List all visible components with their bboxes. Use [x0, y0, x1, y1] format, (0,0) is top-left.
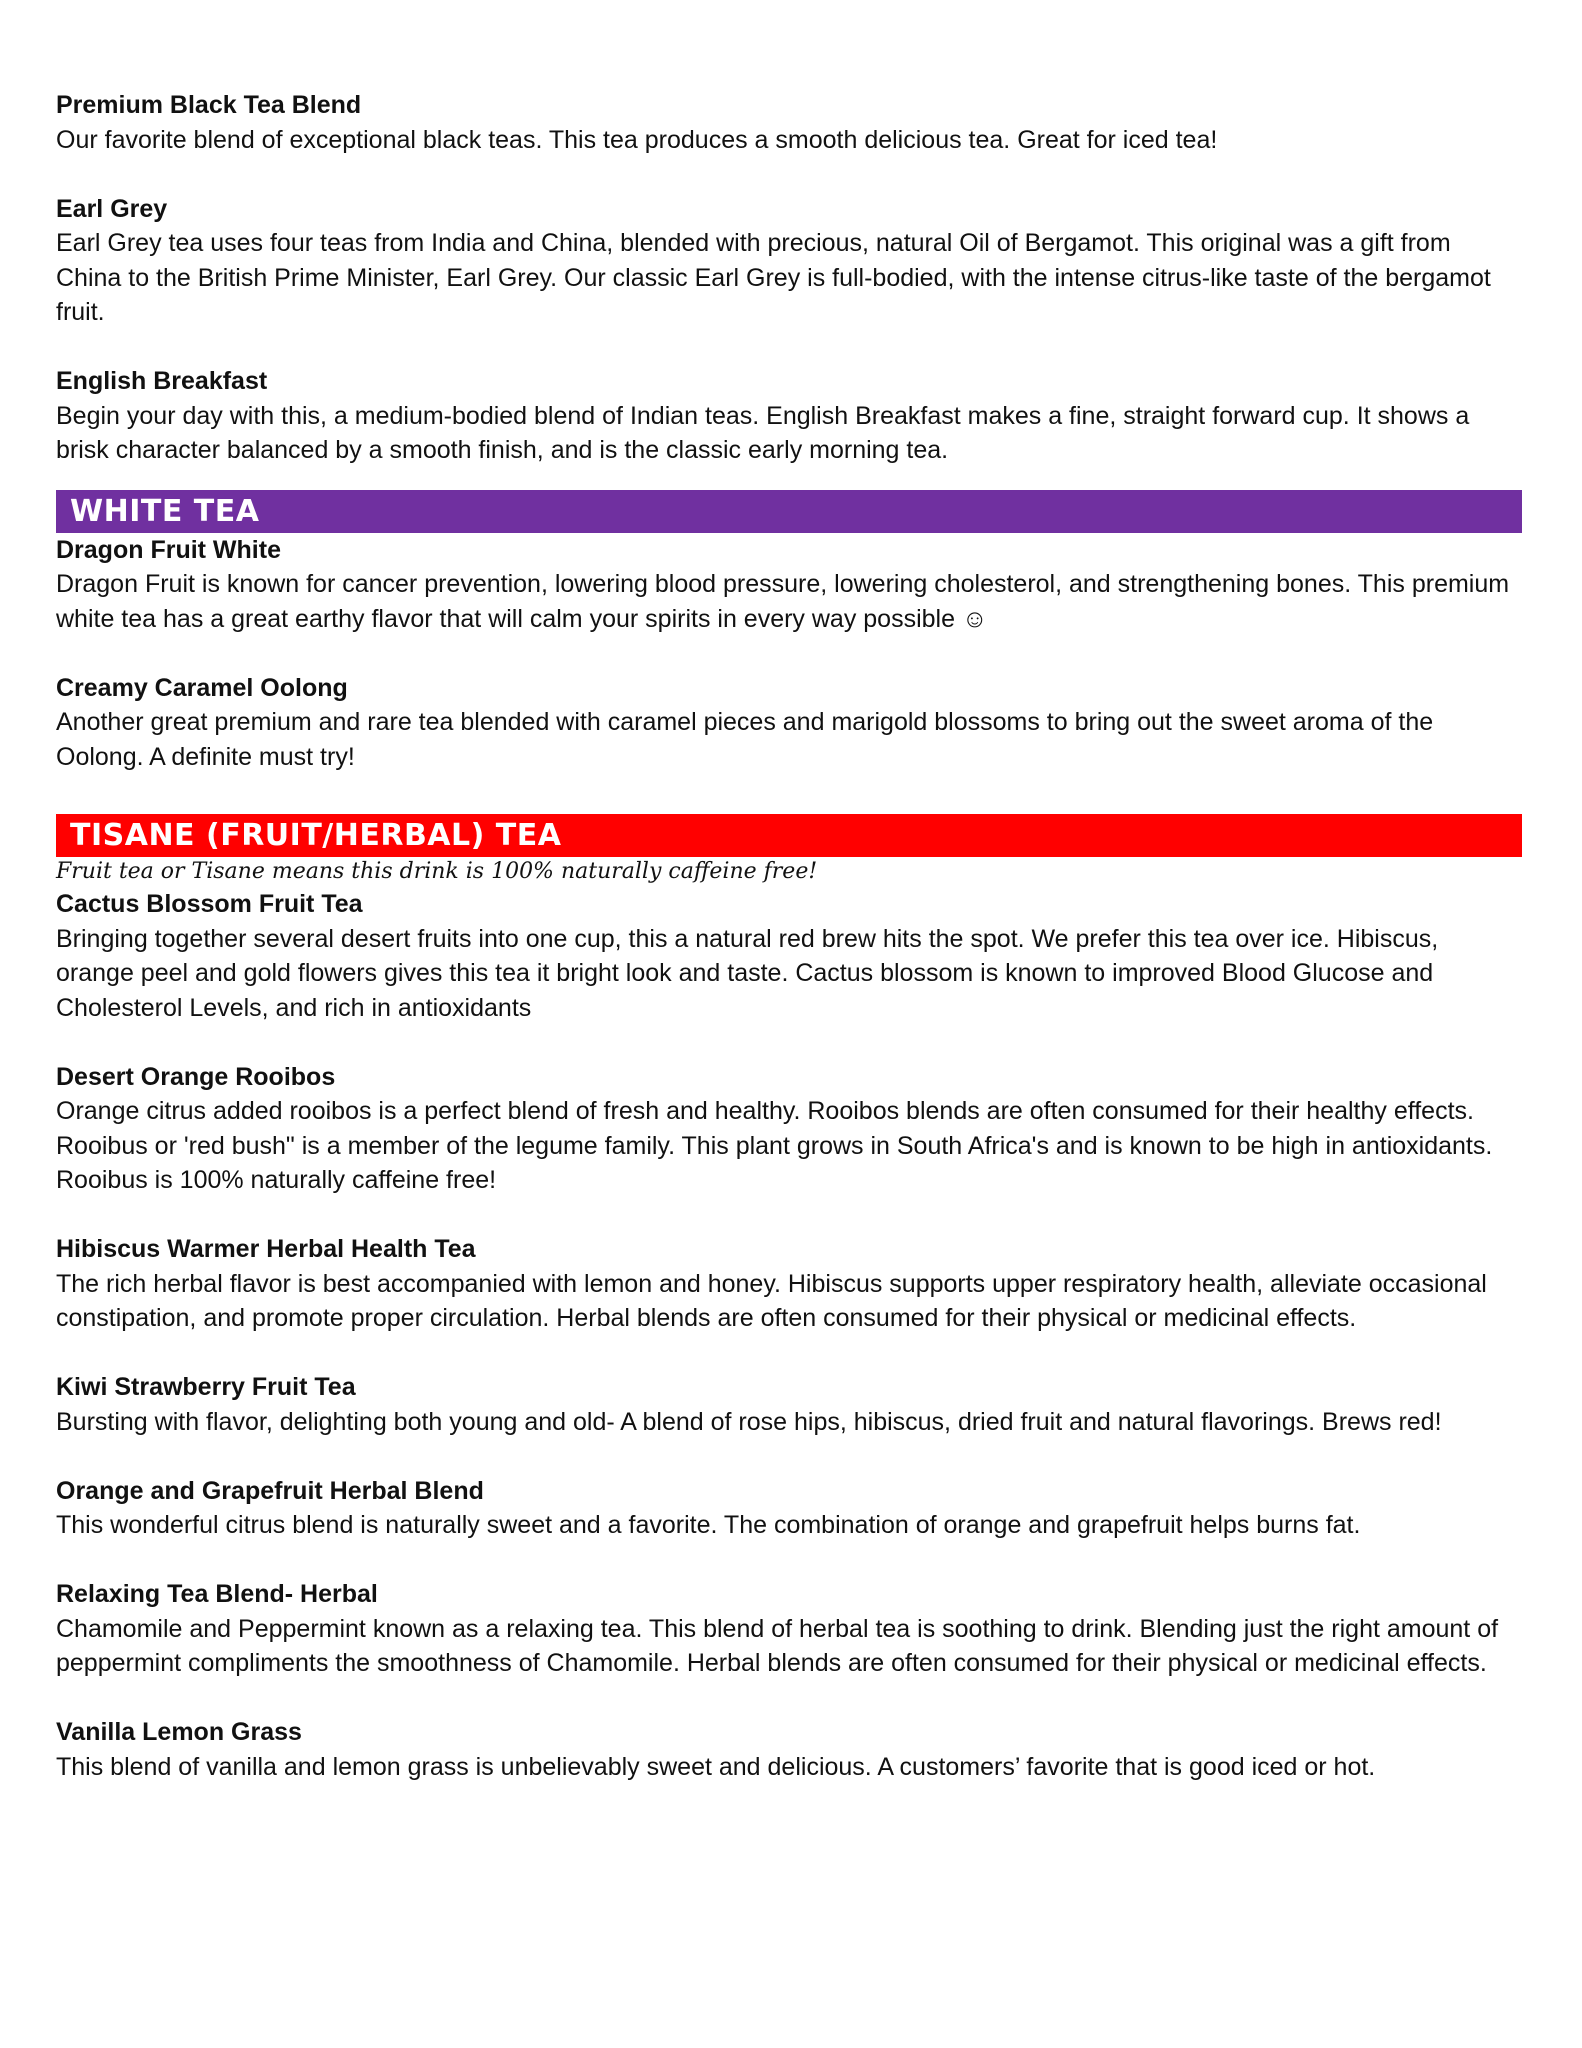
- tea-title: Dragon Fruit White: [56, 535, 281, 564]
- tea-entry-vanilla-lemon-grass: [56, 1715, 1522, 1784]
- tea-description: Begin your day with this, a medium-bodied blend of Indian teas. English Breakfast makes a fine, straight forward cup. It shows a brisk character balanced by a smooth finish, and is the classic early morning tea.: [56, 401, 1470, 464]
- tea-description: Bursting with flavor, delighting both young and old- A blend of rose hips, hibiscus, dried fruit and natural flavorings. Brews red!: [56, 1407, 1442, 1436]
- tea-description: Another great premium and rare tea blended with caramel pieces and marigold blossoms to bring out the sweet aroma of the Oolong. A definite must try!: [56, 708, 1434, 771]
- tea-description: Bringing together several desert fruits into one cup, this a natural red brew hits the spot. We prefer this tea over ice. Hibiscus, orange peel and gold flowers gives this tea it bright look and taste. Cactus blossom is known to improved Blood Glucose and Cholesterol Levels, and rich in antioxidants: [56, 924, 1439, 1022]
- tea-title: Premium Black Tea Blend: [56, 91, 362, 119]
- tea-title: Relaxing Tea Blend- Herbal: [56, 1580, 378, 1608]
- tea-description: Chamomile and Peppermint known as a relaxing tea. This blend of herbal tea is soothing to drink. Blending just the right amount of peppermint compliments the smoothness of Chamomile. Herbal blends are often consumed for their physical or medicinal effects.: [56, 1614, 1499, 1677]
- tea-description: Dragon Fruit is known for cancer prevention, lowering blood pressure, lowering cholesterol, and strengthening bones. This premium white tea has a great earthy flavor that will calm your spirits in every way possible ☺: [56, 570, 1510, 633]
- tea-menu-page: [56, 88, 1522, 1819]
- caffeine-free-note: Fruit tea or Tisane means this drink is 100% naturally caffeine free!: [56, 859, 818, 884]
- tea-title: Cactus Blossom Fruit Tea: [56, 890, 363, 918]
- tea-entry-premium-black: [56, 88, 1522, 157]
- tea-description: Our favorite blend of exceptional black teas. This tea produces a smooth delicious tea. Great for iced tea!: [56, 125, 1218, 154]
- tea-description: This blend of vanilla and lemon grass is unbelievably sweet and delicious. A customers’ favorite that is good iced or hot.: [56, 1752, 1376, 1781]
- tea-title: Hibiscus Warmer Herbal Health Tea: [56, 1235, 476, 1263]
- tea-description: Earl Grey tea uses four teas from India and China, blended with precious, natural Oil of Bergamot. This original was a gift from China to the British Prime Minister, Earl Grey. Our classic Earl Grey is full-bodied, with the intense citrus-like taste of the bergamot fruit.: [56, 229, 1491, 326]
- tea-title: Vanilla Lemon Grass: [56, 1718, 302, 1746]
- tea-entry-kiwi-strawberry: [56, 1370, 1522, 1439]
- tea-entry-orange-grapefruit: [56, 1474, 1522, 1543]
- tisane-tea-section-heading: TISANE (FRUIT/HERBAL) TEA: [56, 814, 1522, 857]
- tea-entry-hibiscus-warmer: [56, 1232, 1522, 1336]
- tea-description: The rich herbal flavor is best accompanied with lemon and honey. Hibiscus supports upper respiratory health, alleviate occasional constipation, and promote proper circulation. Herbal blends are often consumed for their physical or medicinal effects.: [56, 1269, 1487, 1332]
- tea-description: This wonderful citrus blend is naturally sweet and a favorite. The combination of orange and grapefruit helps burns fat.: [56, 1511, 1361, 1539]
- tea-entry-english-breakfast: [56, 364, 1522, 468]
- tea-entry-dragon-fruit-white: [56, 533, 1522, 637]
- tea-title: Desert Orange Rooibos: [56, 1062, 336, 1091]
- tea-entry-creamy-caramel-oolong: [56, 671, 1522, 775]
- tea-entry-cactus-blossom: [56, 887, 1522, 1025]
- tea-description: Orange citrus added rooibos is a perfect blend of fresh and healthy. Rooibos blends are often consumed for their healthy effects. Rooibus or 'red bush" is a member of the legume family. This plant grows in South Africa's and is known to be high in antioxidants. Rooibus is 100% naturally caffeine free!: [56, 1097, 1493, 1194]
- white-tea-section-heading: WHITE TEA: [56, 490, 1522, 533]
- tea-entry-earl-grey: [56, 192, 1522, 330]
- tea-title: Creamy Caramel Oolong: [56, 673, 348, 702]
- tea-entry-relaxing-blend: [56, 1577, 1522, 1681]
- tea-title: Orange and Grapefruit Herbal Blend: [56, 1476, 484, 1505]
- tea-title: English Breakfast: [56, 367, 268, 395]
- tea-title: Earl Grey: [56, 194, 168, 223]
- tea-entry-desert-orange-rooibos: [56, 1060, 1522, 1198]
- tea-title: Kiwi Strawberry Fruit Tea: [56, 1373, 356, 1401]
